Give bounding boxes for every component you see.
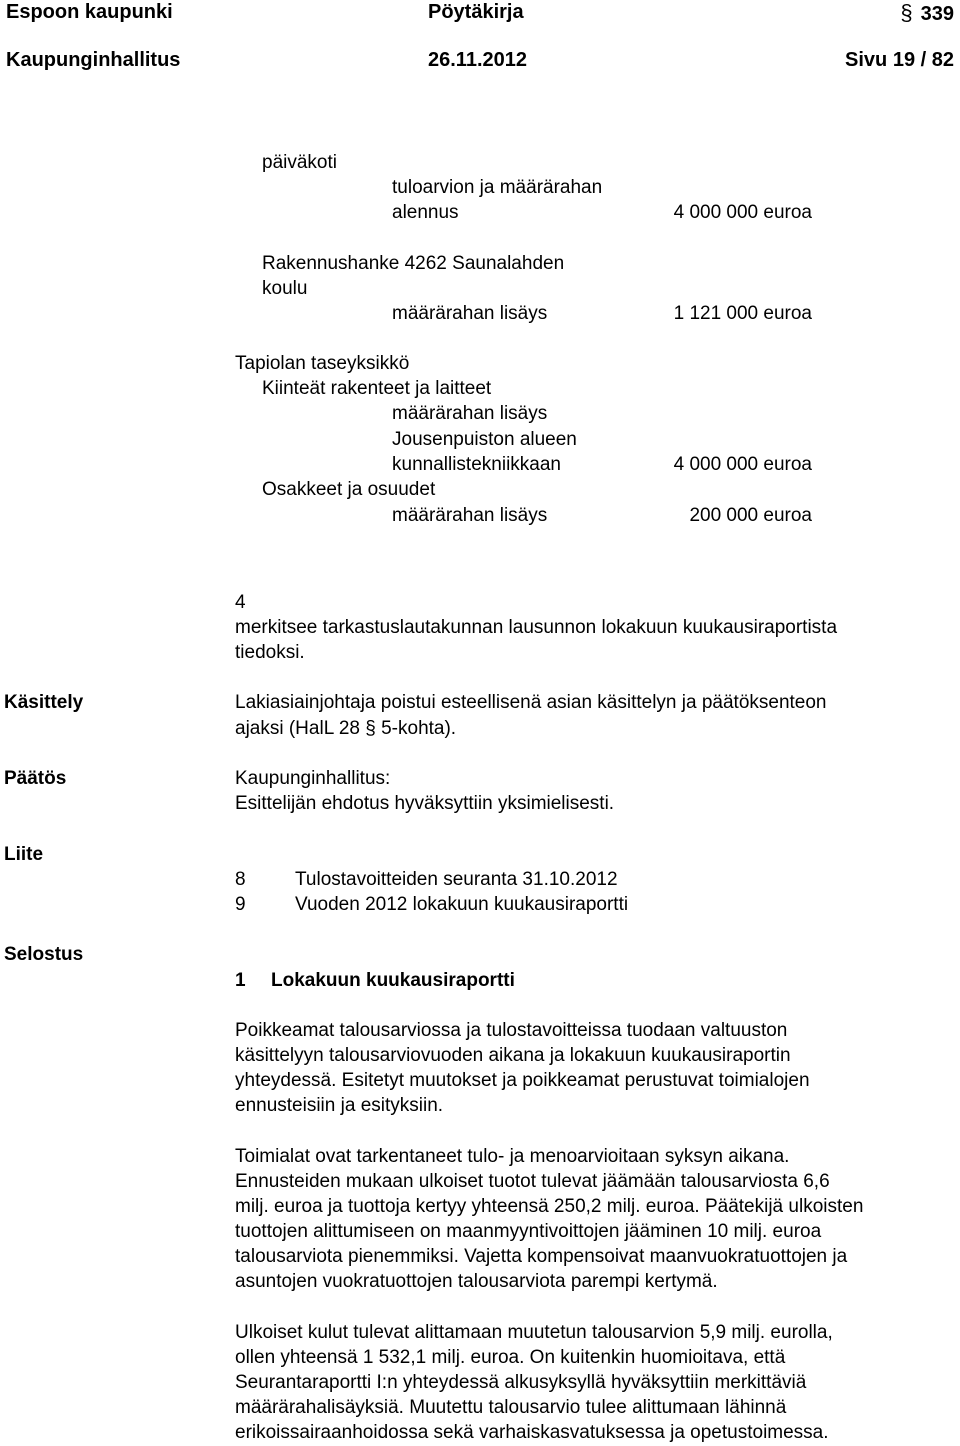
header-page: Sivu 19 / 82 — [845, 49, 954, 71]
budget-line: Jousenpuiston alueen — [392, 429, 577, 450]
header-city: Espoon kaupunki — [6, 1, 173, 23]
paragraph-line: milj. euroa ja tuottoja kertyy yhteensä 250,2 milj. euroa. Päätekijä ulkoisten — [235, 1196, 864, 1217]
paatos-line: Kaupunginhallitus: — [235, 768, 391, 789]
budget-amount: 4 000 000 euroa — [673, 454, 812, 475]
label-paatos: Päätös — [4, 768, 67, 789]
kasittely-text: ajaksi (HalL 28 — [235, 718, 366, 739]
label-selostus: Selostus — [4, 944, 84, 965]
heading-number: 1 — [235, 970, 246, 991]
paragraph-line: käsittelyyn talousarviovuoden aikana ja lokakuun kuukausiraportin — [235, 1045, 791, 1066]
selostus-paragraph-3 — [235, 1320, 960, 1445]
selostus-paragraph-2 — [235, 1144, 960, 1294]
budget-amount: 1 121 000 euroa — [673, 303, 812, 324]
header-doc-type: Pöytäkirja — [428, 1, 524, 23]
attachment-title: Vuoden 2012 lokakuun kuukausiraportti — [295, 894, 629, 915]
paragraph-line: tuottojen alittumiseen on maanmyyntivoittojen jääminen 10 milj. euroa — [235, 1221, 822, 1242]
paragraph-line: Ulkoiset kulut tulevat alittamaan muutetun talousarvion 5,9 milj. eurolla, — [235, 1322, 833, 1343]
paragraph-line: ollen yhteensä 1 532,1 milj. euroa. On kuitenkin huomioitava, että — [235, 1347, 786, 1368]
paragraph-line: merkitsee tarkastuslautakunnan lausunnon lokakuun kuukausiraportista — [235, 617, 838, 638]
paatos-line: Esittelijän ehdotus hyväksyttiin yksimielisesti. — [235, 793, 615, 814]
header-section — [900, 0, 954, 27]
paragraph-line: tiedoksi. — [235, 642, 305, 663]
budget-line: määrärahan lisäys — [392, 303, 548, 324]
selostus-paragraph-1 — [235, 1018, 960, 1118]
budget-line: Kiinteät rakenteet ja laitteet — [262, 378, 492, 399]
paragraph-line: määrärahalisäyksiä. Muutettu talousarvio tulee alittumaan lähinnä — [235, 1397, 787, 1418]
budget-line: koulu — [262, 278, 308, 299]
header-body: Kaupunginhallitus — [6, 49, 181, 71]
section-mark: § — [365, 718, 376, 739]
kasittely-line: Lakiasiainjohtaja poistui esteellisenä asian käsittelyn ja päätöksenteon — [235, 692, 827, 713]
attachment-title: Tulostavoitteiden seuranta 31.10.2012 — [295, 869, 618, 890]
attachment-number: 8 — [235, 869, 246, 890]
budget-line: Rakennushanke 4262 Saunalahden — [262, 253, 565, 274]
paragraph-line: yhteydessä. Esitetyt muutokset ja poikkeamat perustuvat toimialojen — [235, 1070, 810, 1091]
budget-line: kunnallistekniikkaan — [392, 454, 561, 475]
paragraph-line: Seurantaraportti I:n yhteydessä alkusyksyllä hyväksyttiin merkittäviä — [235, 1372, 807, 1393]
paragraph-line: Poikkeamat talousarviossa ja tulostavoitteissa tuodaan valtuuston — [235, 1020, 788, 1041]
budget-amount: 200 000 euroa — [689, 505, 812, 526]
attachment-number: 9 — [235, 894, 246, 915]
paragraph-line: asuntojen vuokratuottojen talousarviota parempi kertymä. — [235, 1271, 718, 1292]
budget-line: tuloarvion ja määrärahan — [392, 177, 603, 198]
item-number: 4 — [235, 592, 246, 613]
label-liite: Liite — [4, 844, 44, 865]
budget-line: Tapiolan taseyksikkö — [235, 353, 410, 374]
item4-paragraph — [235, 615, 960, 665]
header-date: 26.11.2012 — [428, 49, 527, 71]
kasittely-line — [235, 716, 456, 741]
paragraph-line: erikoissairaanhoidossa sekä varhaiskasvatuksessa ja opetustoimessa. — [235, 1422, 829, 1443]
budget-line: alennus — [392, 202, 459, 223]
kasittely-text: 5-kohta). — [375, 718, 457, 739]
paragraph-line: Ennusteiden mukaan ulkoiset tuotot tulevat jäämään talousarviosta 6,6 — [235, 1171, 830, 1192]
budget-line: määrärahan lisäys — [392, 505, 548, 526]
paragraph-line: talousarviota pienemmiksi. Vajetta kompensoivat maanvuokratuottojen ja — [235, 1246, 848, 1267]
paragraph-line: Toimialat ovat tarkentaneet tulo- ja menoarvioitaan syksyn aikana. — [235, 1146, 790, 1167]
budget-line: päiväkoti — [262, 152, 337, 173]
heading-text: Lokakuun kuukausiraportti — [271, 970, 515, 991]
section-number: 339 — [920, 3, 954, 25]
budget-line: Osakkeet ja osuudet — [262, 479, 436, 500]
label-kasittely: Käsittely — [4, 692, 84, 713]
section-mark: § — [900, 0, 913, 25]
budget-line: määrärahan lisäys — [392, 403, 548, 424]
paragraph-line: ennusteisiin ja esityksiin. — [235, 1095, 444, 1116]
budget-amount: 4 000 000 euroa — [673, 202, 812, 223]
section-heading — [235, 968, 515, 993]
